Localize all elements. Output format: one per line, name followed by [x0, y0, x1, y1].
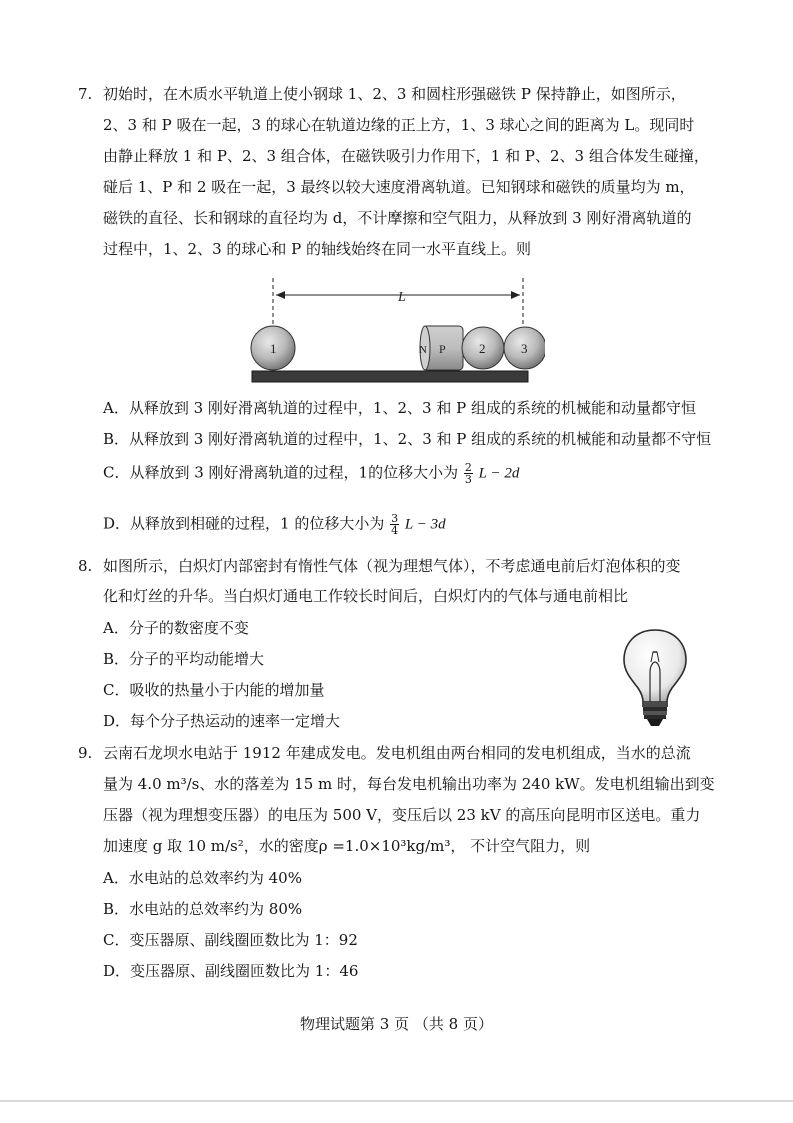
fraction-denominator: 4: [391, 524, 399, 537]
arrow-head-right: [511, 291, 520, 299]
question-text-line: 云南石龙坝水电站于 1912 年建成发电。发电机组由两台相同的发电机组成，当水的总流: [103, 744, 691, 762]
option-c-expression: L − 2d: [478, 465, 520, 482]
ball-2-label: 2: [479, 341, 486, 356]
option-c: C．吸收的热量小于内能的增加量: [103, 681, 325, 699]
option-b: B．分子的平均动能增大: [103, 650, 265, 668]
option-d-text: D．从释放到相碰的过程，1 的位移大小为: [103, 514, 385, 533]
question-text-line: 由静止释放 1 和 P、2、3 组合体，在磁铁吸引力作用下，1 和 P、2、3 组合体发生碰撞，: [103, 147, 709, 165]
option-a: A．水电站的总效率约为 40%: [103, 869, 302, 887]
question-number: 7.: [78, 85, 93, 103]
question-number: 9.: [78, 744, 93, 762]
option-a: A．分子的数密度不变: [103, 619, 249, 637]
arrow-head-left: [276, 291, 285, 299]
option-a: A．从释放到 3 刚好滑离轨道的过程中，1、2、3 和 P 组成的系统的机械能和动量都守恒: [103, 399, 696, 417]
option-b: B．从释放到 3 刚好滑离轨道的过程中，1、2、3 和 P 组成的系统的机械能和动量都不守恒: [103, 430, 712, 448]
scan-edge: [0, 1100, 793, 1102]
question-text-line: 量为 4.0 m³/s、水的落差为 15 m 时，每台发电机输出功率为 240 kW。发电机组输出到变: [103, 775, 715, 793]
ball-1-label: 1: [270, 341, 277, 356]
question-text-line: 磁铁的直径、长和钢球的直径均为 d，不计摩擦和空气阻力，从释放到 3 刚好滑离轨道的: [103, 209, 692, 227]
option-d-expression: L − 3d: [404, 516, 446, 533]
question-text-line: 2、3 和 P 吸在一起，3 的球心在轨道边缘的正上方，1、3 球心之间的距离为 L。现同时: [103, 116, 695, 134]
light-bulb-icon: [620, 628, 690, 728]
fraction-denominator: 3: [464, 473, 472, 486]
magnet-n-label: N: [419, 344, 427, 356]
option-c: [103, 462, 519, 485]
track-figure: [240, 278, 545, 388]
option-c: C．变压器原、副线圈匝数比为 1：92: [103, 931, 358, 949]
question-text-line: 化和灯丝的升华。当白炽灯通电工作较长时间后，白炽灯内的气体与通电前相比: [103, 587, 629, 605]
option-b: B．水电站的总效率约为 80%: [103, 900, 303, 918]
track: [252, 371, 528, 382]
question-text-line: 过程中，1、2、3 的球心和 P 的轴线始终在同一水平直线上。则: [103, 240, 532, 258]
magnet-p-label: P: [439, 342, 446, 356]
question-number: 8.: [78, 557, 93, 575]
fraction: [390, 513, 399, 536]
option-d: D．每个分子热运动的速率一定增大: [103, 712, 341, 730]
question-text-line: 碰后 1、P 和 2 吸在一起，3 最终以较大速度滑离轨道。已知钢球和磁铁的质量均为 m，: [103, 178, 695, 196]
ball-3-label: 3: [521, 341, 528, 356]
option-d: [103, 513, 446, 536]
fraction-numerator: 2: [464, 461, 472, 474]
option-d: D．变压器原、副线圈匝数比为 1：46: [103, 962, 359, 980]
dimension-label: L: [398, 290, 406, 305]
question-text-line: 加速度 g 取 10 m/s²，水的密度ρ =1.0×10³kg/m³， 不计空气阻力，则: [103, 837, 591, 855]
page-footer: 物理试题第 3 页 （共 8 页）: [300, 1015, 493, 1033]
option-c-text: C．从释放到 3 刚好滑离轨道的过程，1的位移大小为: [103, 463, 459, 482]
question-text-line: 初始时，在木质水平轨道上使小钢球 1、2、3 和圆柱形强磁铁 P 保持静止，如图所示，: [103, 85, 686, 103]
question-text-line: 如图所示，白炽灯内部密封有惰性气体（视为理想气体），不考虑通电前后灯泡体积的变: [103, 557, 681, 575]
fraction-numerator: 3: [391, 512, 399, 525]
fraction: [464, 462, 473, 485]
question-text-line: 压器（视为理想变压器）的电压为 500 V，变压后以 23 kV 的高压向昆明市区送电。重力: [103, 806, 701, 824]
